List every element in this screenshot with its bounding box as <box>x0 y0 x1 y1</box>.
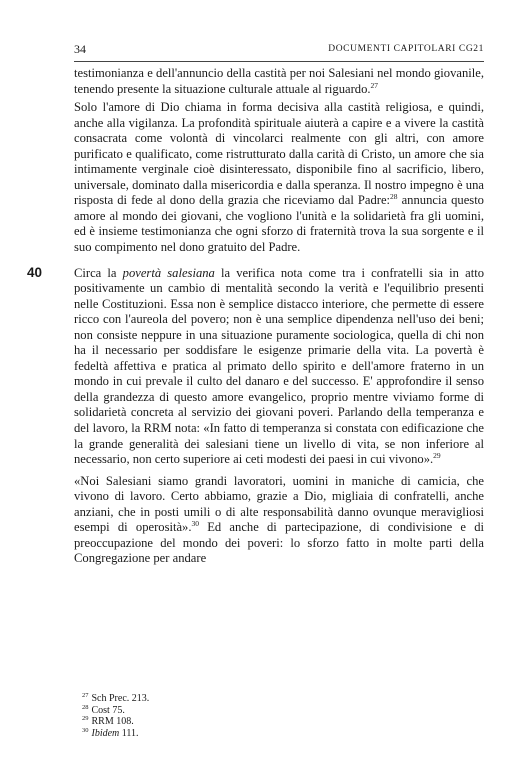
italic-term: povertà salesiana <box>122 265 215 280</box>
page-number: 34 <box>74 42 86 56</box>
footnote-ref: 27 <box>370 80 379 90</box>
footnote-text: Cost 75. <box>91 704 125 716</box>
text-run: la verifica nota come tra i confratelli sia in atto positivamente un cambio di mentalità secondo la verità e l'equilibrio presenti nelle Costituzioni. Essa non è semplice distacco interiore, che permette di essere ricco con l'aureola del povero; non è una semplice dipendenza nell'uso dei beni; non consiste neppure in una situazione puramente sociologica, quella di chi non ha il necessario per soddisfare le esigenze primarie della vita. La povertà è fedeltà affettiva e pratica al primato dello spirito e dell'amore fraterno in un mondo in cui prevale il culto del danaro e del successo. E' approfondire il senso della grandezza di questo amore evangelico, proprio mentre viviamo forme di solidarietà concreta al servizio dei giovani poveri. Parlando della temperanza e del lavoro, la RRM nota: «In fatto di temperanza si constata con edificazione che la grande generalità dei salesiani tiene un livello di vita, se non inferiore al necessario, non certo superiore ai ceti modesti dei paesi in cui vivono». <box>74 265 484 467</box>
paragraph <box>74 66 484 97</box>
header-rule <box>74 61 484 62</box>
page-header <box>74 42 484 56</box>
footnote <box>82 705 149 717</box>
text-run: Circa la <box>74 265 123 280</box>
footnote-text: RRM 108. <box>91 716 134 728</box>
footnote-number: 30 <box>82 727 89 735</box>
footnote-text: Sch Prec. 213. <box>91 693 150 704</box>
paragraph <box>74 100 484 255</box>
footnote-number: 28 <box>82 703 89 711</box>
footnote-italic: Ibidem <box>91 728 120 740</box>
text-run: annuncia questo amore al mondo dei giovani, che vogliono l'unità e la solidarietà fra gli uomini, ed è insieme testimonianza che ogni sforzo di fraternità trova la sua sorgente e il suo compimento nel dono gratuito del Padre. <box>74 193 484 255</box>
footnote-ref: 28 <box>390 192 398 202</box>
running-title: DOCUMENTI CAPITOLARI CG21 <box>328 44 484 54</box>
text-run: «Noi Salesiani siamo grandi lavoratori, uomini in maniche di camicia, che vivono di lavoro. Certo abbiamo, grazie a Dio, migliaia di confratelli, anche anziani, che in posti umili o di alte responsabilità danno ovunque meravigliosi esempi di operosità». <box>74 473 484 535</box>
text-run: Solo l'amore di Dio chiama in forma decisiva alla castità religiosa, e quindi, anche alla vigilanza. La profondità spirituale aiuterà a capire e a vivere la castità consacrata come volontà di vincolarci realmente con gli altri, con amore purificato e qualificato, come ristrutturato dalla carità di Cristo, un amore che sia intimamente verginale cioè disinteressato, disponibile fino al sacrificio, libero, universale, dominato dalla misericordia e dalla speranza. Il nostro impegno è una risposta di fede al dono della grazia che riceviamo dal Padre: <box>74 100 484 208</box>
footnote-text: 111. <box>121 728 139 740</box>
footnote <box>82 693 149 705</box>
footnotes <box>82 693 149 740</box>
body-text <box>74 66 484 567</box>
footnote <box>82 716 149 728</box>
text-run: testimonianza e dell'annuncio della castità per noi Salesiani nel mondo giovanile, tenendo presente la situazione culturale attuale al riguardo. <box>74 66 484 96</box>
paragraph-number: 40 <box>27 265 43 280</box>
paragraph <box>74 266 484 468</box>
text-run: Ed anche di partecipazione, di condivisione e di preoccupazione del mondo dei poveri: lo sforzo fatto in molte parti della Congregazione per andare <box>74 520 484 566</box>
footnote-ref: 30 <box>191 519 200 529</box>
paragraph <box>74 474 484 567</box>
footnote <box>82 728 149 740</box>
footnote-ref: 29 <box>433 451 441 461</box>
footnote-number: 27 <box>82 692 89 699</box>
footnote-number: 29 <box>82 715 89 723</box>
